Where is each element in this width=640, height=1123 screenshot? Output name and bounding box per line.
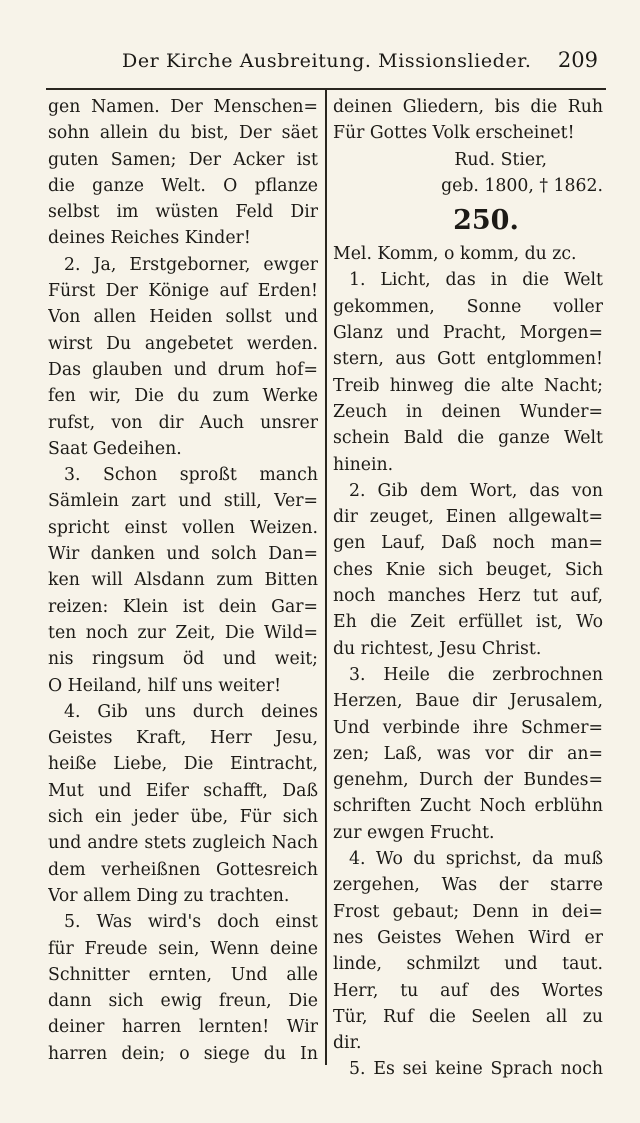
text-line: reizen: Klein ist dein Gar= [48,596,318,617]
text-line: fen wir, Die du zum Werke [48,386,318,407]
text-line: deinen Gliedern, bis die Ruh [333,97,603,117]
text-line: Tür, Ruf die Seelen all zu [333,1006,603,1027]
text-line: Schnitter ernten, Und alle [48,964,318,985]
text-line: schriften Zucht Noch erblühn [333,796,603,817]
column-divider [325,90,327,1065]
page-number: 209 [557,48,598,72]
text-line: sich ein jeder übe, Für sich [48,807,318,828]
text-line: 4. Wo du sprichst, da muß [349,849,603,870]
text-line: deines Reiches Kinder! [48,228,251,249]
text-line: Mel. Komm, o komm, du zc. [333,244,577,265]
text-line: ches Knie sich beuget, Sich [333,559,603,580]
text-line: Herr, tu auf des Wortes [333,980,603,1001]
text-line: Herzen, Baue dir Jerusalem, [333,691,603,712]
right-column [333,94,603,1083]
text-line: nis ringsum öd und weit; [48,649,318,670]
author-dates: geb. 1800, † 1862. [441,175,603,196]
text-line: Zeuch in deinen Wunder= [333,401,603,422]
text-line: Eh die Zeit erfüllet ist, Wo [333,612,603,633]
text-line: genehm, Durch der Bundes= [333,770,603,791]
text-line: 4. Gib uns durch deines [64,701,318,722]
text-line: Frost gebaut; Denn in dei= [333,901,603,922]
text-line: dir zeuget, Einen allgewalt= [333,507,603,528]
text-line: harren dein; o siege du In [48,1043,318,1064]
text-line: schein Bald die ganze Welt [333,428,603,449]
text-line: Vor allem Ding zu trachten. [48,885,290,906]
text-line: gen Lauf, Daß noch man= [333,533,603,554]
text-line: sohn allein du bist, Der säet [48,123,318,144]
text-line: ten noch zur Zeit, Die Wild= [48,622,318,643]
text-line: zur ewgen Frucht. [333,822,495,843]
text-line: spricht einst vollen Weizen. [48,517,318,538]
text-line: 3. Schon sproßt manch [64,465,318,486]
text-line: O Heiland, hilf uns weiter! [48,675,282,696]
text-line: und andre stets zugleich Nach [48,833,318,854]
text-line: Glanz und Pracht, Morgen= [333,323,603,344]
text-line: deiner harren lernten! Wir [48,1017,318,1038]
text-line: linde, schmilzt und taut. [333,954,603,975]
text-line: 5. Es sei keine Sprach noch [349,1059,603,1080]
text-line: Das glauben und drum hof= [48,359,318,380]
left-column [48,94,318,1067]
text-line: dann sich ewig freun, Die [48,991,318,1012]
text-line: hinein. [333,454,394,475]
text-line: Fürst Der Könige auf Erden! [48,281,318,302]
text-line: Treib hinweg die alte Nacht; [333,375,603,396]
text-line: 5. Was wird's doch einst [64,912,318,933]
text-line: 1. Licht, das in die Welt [349,270,603,291]
text-line: für Freude sein, Wenn deine [48,938,318,959]
text-line: selbst im wüsten Feld Dir [48,202,318,223]
author-name: Rud. Stier, [454,149,547,170]
text-line: du richtest, Jesu Christ. [333,638,542,659]
text-line: Mut und Eifer schafft, Daß [48,780,318,801]
text-line: Für Gottes Volk erscheinet! [333,123,575,144]
text-line: nes Geistes Wehen Wird er [333,927,603,948]
text-line: gekommen, Sonne voller [333,296,603,317]
text-line: Sämlein zart und still, Ver= [48,491,318,512]
text-line: heiße Liebe, Die Eintracht, [48,754,318,775]
text-line: Wir danken und solch Dan= [48,544,318,565]
text-line: zen; Laß, was vor dir an= [333,743,603,764]
text-line: Und verbinde ihre Schmer= [333,717,603,738]
hymn-number: 250. [453,205,519,237]
page-header [46,46,606,80]
text-line: rufst, von dir Auch unsrer [48,412,318,433]
text-line: 2. Ja, Erstgeborner, ewger [64,254,318,275]
text-line: Saat Gedeihen. [48,438,182,459]
text-line: dir. [333,1033,362,1054]
text-line: 3. Heile die zerbrochnen [349,664,603,685]
text-line: stern, aus Gott entglommen! [333,349,603,370]
text-line: zergehen, Was der starre [333,875,603,896]
running-title: Der Kirche Ausbreitung. Missionslieder. [122,50,532,72]
text-line: gen Namen. Der Menschen= [48,97,318,117]
text-line: Von allen Heiden sollst und [48,307,318,328]
text-line: noch manches Herz tut auf, [333,586,603,607]
text-line: die ganze Welt. O pflanze [48,175,318,196]
text-line: guten Samen; Der Acker ist [48,149,318,170]
text-line: 2. Gib dem Wort, das von [349,480,603,501]
text-line: wirst Du angebetet werden. [48,333,318,354]
text-line: Geistes Kraft, Herr Jesu, [48,728,318,749]
text-line: dem verheißnen Gottesreich [48,859,318,880]
text-line: ken will Alsdann zum Bitten [48,570,318,591]
